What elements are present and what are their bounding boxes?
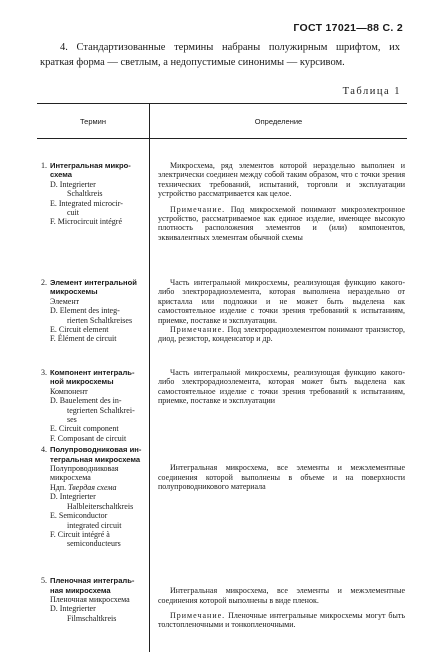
note-heading: Примечание. (170, 204, 226, 214)
term-title-cont: ной микросхемы (50, 377, 114, 387)
definition-cell (150, 272, 408, 362)
table-title: Таблица 1 (342, 86, 401, 97)
note-text: Под микросхемой понимают микроэлектронное устройство, рассматриваемое как единое изделие, имеющее высокую плотность расположения элементов и (или) компонентов, эквивалентных элементам обычной схемы (158, 204, 405, 242)
term-translation: F. Composant de circuit (50, 433, 127, 443)
term-translation: F. Circuit intégré à (50, 529, 110, 539)
non-recommended-synonym: Ндп. Твердая схема (50, 482, 117, 492)
note-heading: Примечание. (170, 325, 226, 335)
table-row (37, 272, 407, 362)
table-row (37, 443, 407, 572)
term-title: 1. Интегральная микро- (41, 161, 131, 170)
term-translation: rierten Schaltkreises (67, 315, 133, 325)
term-short-form: Элемент (50, 296, 80, 306)
table-row (37, 139, 407, 273)
term-translation: ses (67, 415, 77, 425)
intro-paragraph: 4. Стандартизованные термины набраны полужирным шрифтом, их краткая форма — светлым, а недопустимые синонимы — курсивом. (40, 42, 400, 68)
term-short-form: Пленочная микросхема (50, 595, 130, 605)
term-translation: D. Integrierter (50, 492, 96, 502)
column-header-definition: Определение (150, 104, 408, 139)
definition-cell (150, 572, 408, 652)
table-row (37, 572, 407, 652)
term-translation: F. Microcircuit intégré (50, 217, 123, 227)
term-translation: E. Circuit component (50, 424, 119, 434)
term-title-cont: микросхемы (50, 287, 98, 297)
definition-text: Интегральная микросхема, все элементы и межэлементные соединения которой выполнены в виде пленок. (158, 586, 405, 605)
term-translation: E. Circuit element (50, 325, 109, 335)
term-title: 2. Элемент интегральной (41, 278, 137, 287)
definition-text: Часть интегральной микросхемы, реализующая функцию какого-либо электрорадиоэлемента, которая выполнена нераздельно от кристалла или подложки и не может быть выделена как самостоятельное изделие с точки зрения требований к испытаниям, приемке, поставке и эксплуатации. (158, 278, 405, 325)
term-translation: D. Integrierter (50, 179, 96, 189)
definition-text: Часть интегральной микросхемы, реализующая функцию какого-либо электрорадиоэлемента, которая может быть выделена как самостоятельное изделие с точки зрения требований к испытаниям, приемке, поставке и эксплуатации (158, 368, 405, 406)
term-title-cont: схема (50, 170, 73, 180)
term-cell (37, 139, 150, 273)
term-translation: E. Integrated microcir- (50, 198, 123, 208)
term-cell (37, 443, 150, 572)
term-translation: cuit (67, 208, 79, 218)
term-translation: E. Semiconductor (50, 511, 108, 521)
column-header-term: Термин (37, 104, 150, 139)
note-heading: Примечание. (170, 611, 226, 621)
term-cell (37, 272, 150, 362)
term-translation: tegrierten Schaltkrei- (67, 405, 135, 415)
term-translation: Schaltkreis (67, 189, 103, 199)
definition-cell (150, 139, 408, 273)
term-title: 3. Компонент интеграль- (41, 368, 135, 377)
term-translation: D. Bauelement des in- (50, 396, 122, 406)
term-translation: D. Element des integ- (50, 306, 120, 316)
term-cell (37, 362, 150, 443)
term-short-form: Полупроводниковая (50, 464, 119, 474)
term-title: 5. Пленочная интеграль- (41, 576, 135, 586)
term-translation: D. Integrierter (50, 604, 96, 614)
table-row (37, 362, 407, 443)
term-title-cont: тегральная микросхема (50, 454, 141, 464)
table-header-row (37, 104, 407, 139)
term-translation: Filmschaltkreis (67, 613, 117, 623)
term-short-form: Компонент (50, 386, 88, 396)
term-translation: Halbleiterschaltkreis (67, 501, 134, 511)
note-text: Пленочные интегральные микросхемы могут быть толстопленочными и тонкопленочными. (158, 611, 406, 630)
term-translation: semiconducteurs (67, 539, 121, 549)
term-short-form: микросхема (50, 473, 91, 483)
definition-cell (150, 362, 408, 443)
definition-text: Интегральная микросхема, все элементы и межэлементные соединения которой выполнены в объеме и на поверхности полупроводникового материала (158, 463, 405, 492)
term-translation: F. Élément de circuit (50, 334, 117, 344)
term-cell (37, 572, 150, 652)
page-header: ГОСТ 17021—88 С. 2 (293, 22, 403, 34)
note-text: Под электрорадиоэлементом понимают транзистор, диод, резистор, конденсатор и др. (158, 325, 406, 344)
definition-text: Микросхема, ряд элементов которой нераздельно выполнен и электрически соединен между собой таким образом, что с точки зрения технических требований, испытаний, торговли и эксплуатации устройство рассматривается как целое. (158, 161, 405, 199)
term-title: 4. Полупроводниковая ин- (41, 445, 142, 455)
definition-cell (150, 443, 408, 572)
term-translation: integrated circuit (67, 520, 122, 530)
term-title-cont: ная микросхема (50, 585, 111, 595)
terms-table (37, 103, 407, 652)
